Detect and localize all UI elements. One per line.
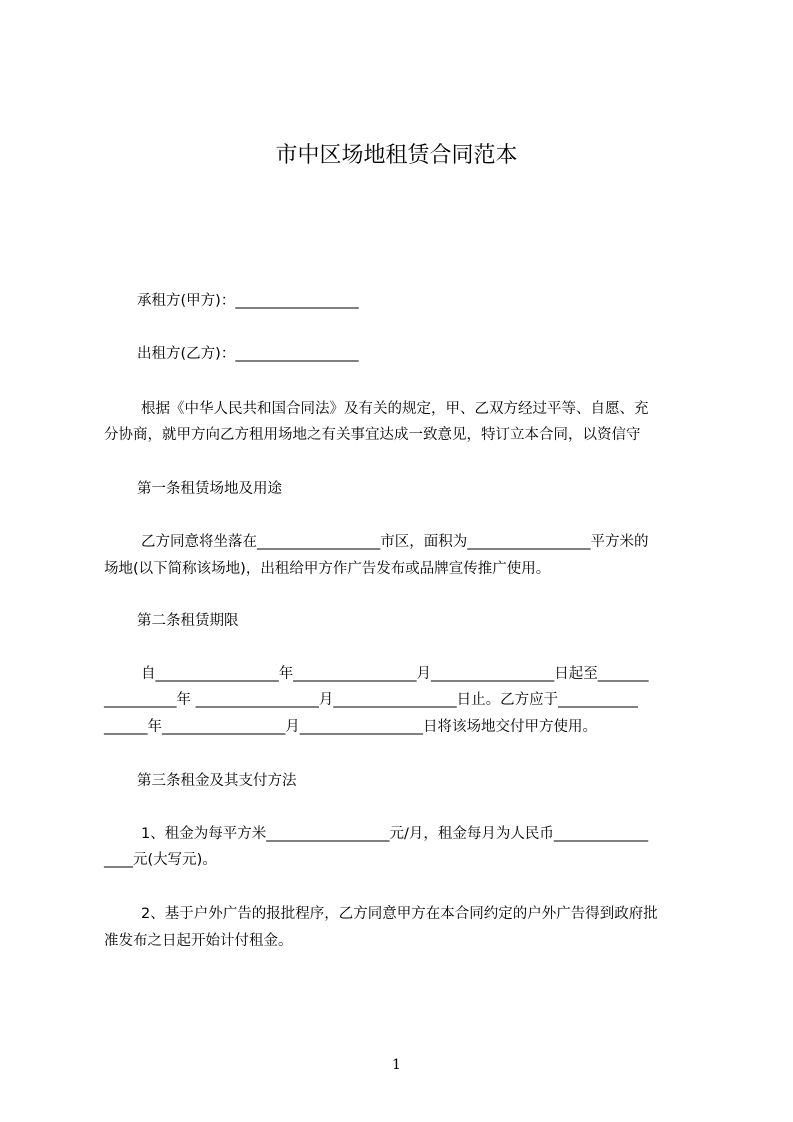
article-1-line-1: 乙方同意将坐落在_________________市区，面积为_________________平方米的 bbox=[141, 534, 649, 550]
article-3-item-1-line-1: 1、租金为每平方米_________________元/月，租金每月为人民币_____________ bbox=[141, 826, 649, 842]
article-1-line-2: 场地(以下简称该场地)，出租给甲方作广告发布或品牌宣传推广使用。 bbox=[104, 561, 551, 577]
preamble-line-2: 分协商，就甲方向乙方租用场地之有关事宜达成一致意见，特订立本合同，以资信守 bbox=[104, 427, 641, 443]
preamble-line-1: 根据《中华人民共和国合同法》及有关的规定，甲、乙双方经过平等、自愿、充 bbox=[141, 401, 649, 417]
article-2-line-2: __________年 _________________月_________________日止。乙方应于___________ bbox=[104, 692, 638, 708]
article-2-heading: 第二条租赁期限 bbox=[137, 613, 239, 629]
article-2-line-3: ______年_________________月_________________日将该场地交付甲方使用。 bbox=[104, 719, 597, 735]
party-b-line: 出租方(乙方)：_________________ bbox=[137, 346, 359, 362]
article-3-item-2-line-1: 2、基于户外广告的报批程序，乙方同意甲方在本合同约定的户外广告得到政府批 bbox=[141, 906, 658, 922]
document-title: 市中区场地租赁合同范本 bbox=[275, 143, 518, 168]
article-3-item-1-line-2: ____元(大写元)。 bbox=[104, 852, 217, 868]
page-number: 1 bbox=[392, 1057, 401, 1073]
article-2-line-1: 自_________________年_________________月_________________日起至_______ bbox=[141, 666, 649, 682]
article-3-item-2-line-2: 准发布之日起开始计付租金。 bbox=[104, 933, 293, 949]
party-a-line: 承租方(甲方)：_________________ bbox=[137, 293, 359, 309]
article-1-heading: 第一条租赁场地及用途 bbox=[137, 481, 282, 497]
article-3-heading: 第三条租金及其支付方法 bbox=[137, 773, 297, 789]
